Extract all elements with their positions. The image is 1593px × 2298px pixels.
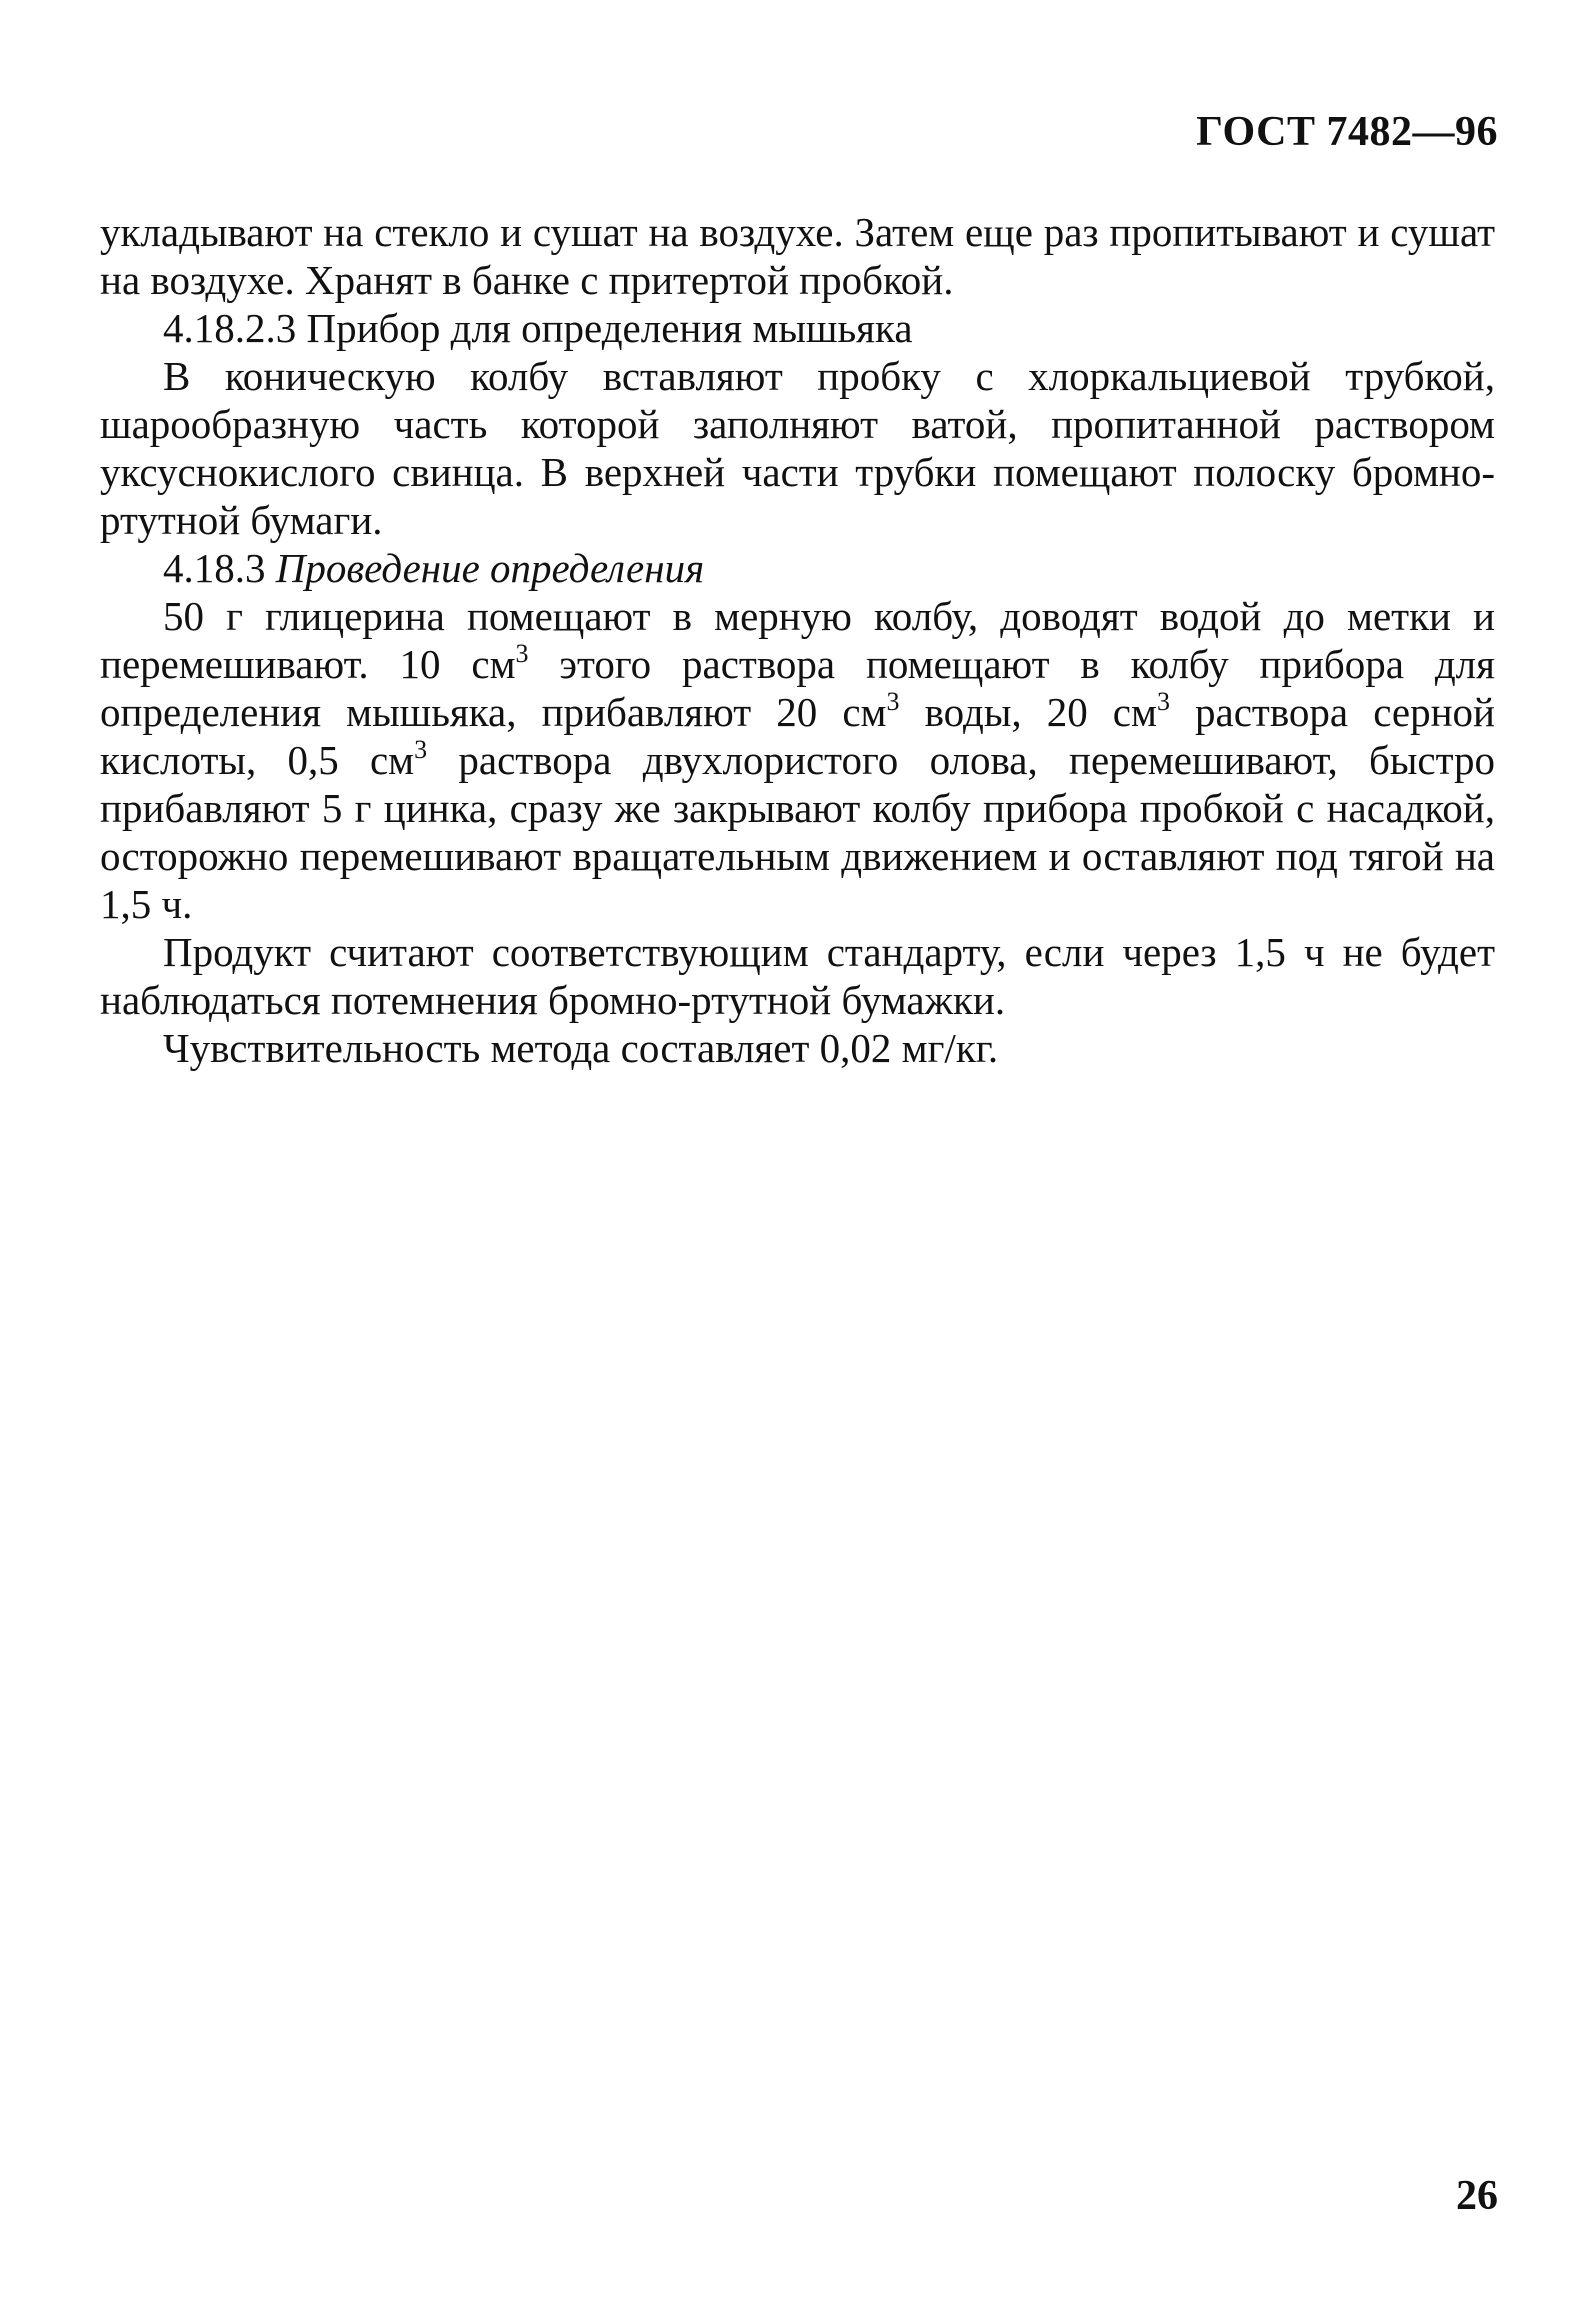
section-title: Проведение определения [275,545,705,591]
procedure-text-5: раствора двухлористого олова, перемешивают, быстро прибавляют 5 г цинка, сразу же закрывают колбу прибора пробкой с насадкой, осторожно перемешивают вращательным движением и оставляют под тягой на 1,5 ч. [100,737,1495,927]
superscript: 3 [886,687,900,716]
procedure-text-1: 50 г глицерина помещают в мерную колбу, доводят водой до метки и перемешивают. 10 см [100,593,1495,687]
paragraph-method-sensitivity: Чувствительность метода составляет 0,02 мг/кг. [163,1025,999,1071]
page-body [100,208,1495,1072]
superscript: 3 [414,735,428,764]
section-heading-procedure [100,544,1495,592]
procedure-text-4: раствора серной кислоты, 0,5 см [100,689,1495,783]
superscript: 3 [1156,687,1170,716]
paragraph-procedure [100,592,1495,928]
paragraph-conformity-criterion: Продукт считают соответствующим стандарту, если через 1,5 ч не будет наблюдаться потемнения бромно-ртутной бумажки. [100,929,1495,1023]
document-code-header: ГОСТ 7482—96 [1196,109,1498,155]
section-number: 4.18.3 [163,545,266,591]
superscript: 3 [515,639,529,668]
section-heading-arsenic-apparatus: 4.18.2.3 Прибор для определения мышьяка [163,305,913,351]
page-number: 26 [1456,2173,1498,2219]
procedure-text-2: этого раствора помещают в колбу прибора для определения мышьяка, прибавляют 20 см [100,641,1495,735]
paragraph-apparatus-description: В коническую колбу вставляют пробку с хлоркальциевой трубкой, шарообразную часть которой заполняют ватой, пропитанной раствором уксуснокислого свинца. В верхней части трубки помещают полоску бромно-ртутной бумаги. [100,353,1495,543]
paragraph-drying-continuation: укладывают на стекло и сушат на воздухе. Затем еще раз пропитывают и сушат на воздухе. Хранят в банке с притертой пробкой. [100,209,1495,303]
procedure-text-3: воды, 20 см [899,689,1157,735]
